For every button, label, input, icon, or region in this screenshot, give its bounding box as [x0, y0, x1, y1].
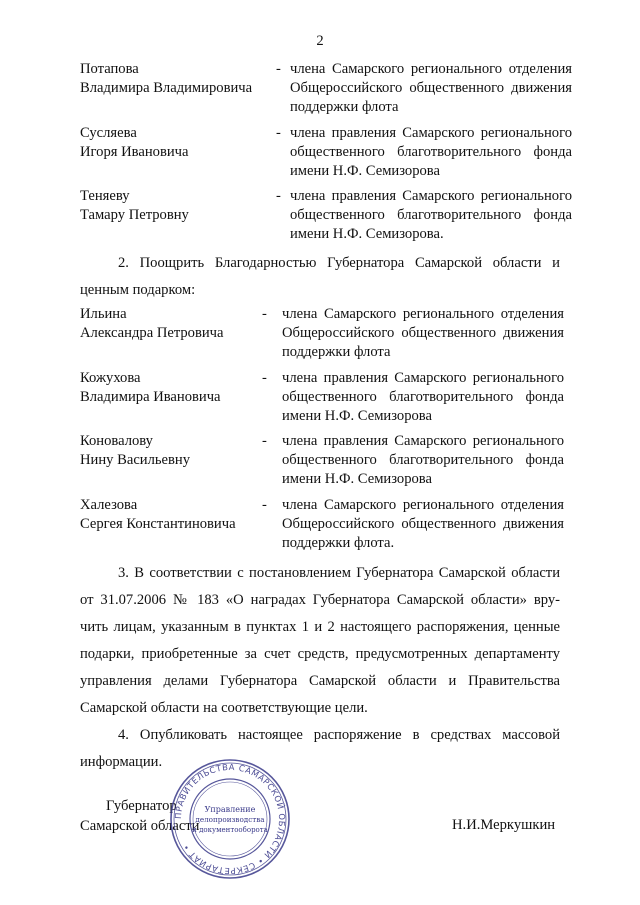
signatory-title: Губернатор Самарской области	[80, 798, 200, 834]
item-4-paragraph: 4. Опубликовать настоящее распоряжение в средствах массовой информации.	[80, 727, 560, 770]
page-number: 2	[316, 33, 324, 49]
stamp-line-1: Управление	[204, 805, 256, 814]
dash: -	[276, 125, 281, 141]
stamp-line-3: и документооборота	[192, 826, 268, 834]
dash: -	[262, 433, 267, 449]
recipient-name: Ильина Александра Петровича	[80, 306, 224, 341]
recipient-role: члена Самарского регионального отделения Общероссийского общественного движения поддержки флота	[290, 61, 572, 115]
recipient-role: члена правления Самарского регионального общественного благотворительного фонда имени Н.Ф. Семизорова	[282, 370, 564, 424]
recipient-role: члена Самарского регионального отделения Общероссийского общественного движения поддержки флота	[282, 306, 564, 360]
recipient-name: Сусляева Игоря Ивановича	[80, 125, 189, 160]
dash: -	[262, 497, 267, 513]
recipient-name: Халезова Сергея Константиновича	[80, 497, 236, 532]
dash: -	[276, 61, 281, 77]
recipient-name: Кожухова Владимира Ивановича	[80, 370, 221, 405]
item-3-paragraph: 3. В соответствии с постановлением Губернатора Самарской области от 31.07.2006 № 183 «О наградах Губернатора Самарской области» вру- чить лицам, указанным в пунктах 1 и 2 настоящего распоряжения, ценные подарки, приобретенные за счет средств, предусмотренных департаменту управления делами Губернатора Самарской области и Правительства Самарской области на соответствующие цели.	[80, 565, 560, 716]
dash: -	[262, 370, 267, 386]
stamp-line-2: делопроизводства	[195, 815, 265, 824]
recipient-name: Коновалову Нину Васильевну	[80, 433, 191, 468]
recipient-name: Потапова Владимира Владимировича	[80, 61, 253, 96]
stamp-seal-icon	[168, 757, 292, 881]
stamp-ring-text: ПРАВИТЕЛЬСТВА САМАРСКОЙ ОБЛАСТИ • СЕКРЕТАРИАТ •	[172, 761, 288, 877]
item-2-paragraph: 2. Поощрить Благодарностью Губернатора Самарской области и ценным подарком:	[80, 255, 560, 298]
dash: -	[276, 188, 281, 204]
signatory-name: Н.И.Меркушкин	[452, 817, 556, 833]
recipient-name: Теняеву Тамару Петровну	[80, 188, 189, 223]
recipient-role: члена правления Самарского регионального общественного благотворительного фонда имени Н.Ф. Семизорова	[282, 433, 564, 487]
dash: -	[262, 306, 267, 322]
recipient-role: члена правления Самарского регионального общественного благотворительного фонда имени Н.Ф. Семизорова.	[290, 188, 572, 242]
official-stamp	[168, 757, 292, 881]
recipient-role: члена Самарского регионального отделения Общероссийского общественного движения поддержки флота.	[282, 497, 564, 551]
recipient-role: члена правления Самарского регионального общественного благотворительного фонда имени Н.Ф. Семизорова	[290, 125, 572, 179]
